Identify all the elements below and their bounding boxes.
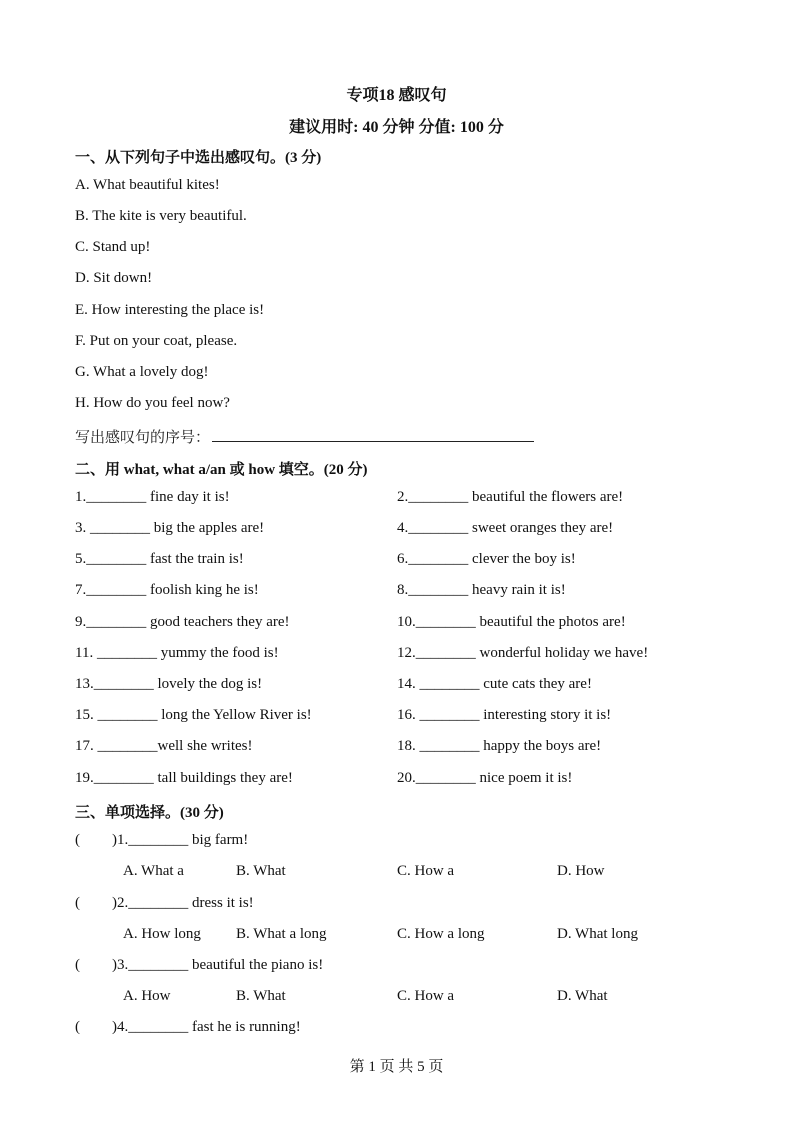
choice-a: A. What a	[123, 863, 184, 879]
question-stem: )1.________ big farm!	[112, 832, 249, 848]
question-stem: )4.________ fast he is running!	[112, 1019, 301, 1035]
page-title: 专项18 感叹句	[346, 87, 447, 104]
fill-item: 4.________ sweet oranges they are!	[397, 520, 614, 536]
section1-option: F. Put on your coat, please.	[75, 333, 238, 349]
choice-b: B. What	[236, 863, 286, 879]
fill-item: 10.________ beautiful the photos are!	[397, 614, 626, 630]
section1-option: G. What a lovely dog!	[75, 364, 209, 380]
section1-option: E. How interesting the place is!	[75, 302, 265, 318]
choice-b: B. What	[236, 988, 286, 1004]
fill-item: 20.________ nice poem it is!	[397, 770, 573, 786]
answer-prompt: 写出感叹句的序号：	[75, 430, 211, 446]
fill-item: 5.________ fast the train is!	[75, 551, 244, 567]
question-stem: )3.________ beautiful the piano is!	[112, 957, 324, 973]
fill-item: 13.________ lovely the dog is!	[75, 676, 263, 692]
section1-answer-row	[75, 426, 534, 447]
fill-item: 15. ________ long the Yellow River is!	[75, 707, 312, 723]
section3-heading: 三、单项选择。(30 分)	[75, 805, 224, 821]
choice-b: B. What a long	[236, 926, 327, 942]
section1-option: B. The kite is very beautiful.	[75, 208, 247, 224]
fill-item: 7.________ foolish king he is!	[75, 582, 259, 598]
question-paren[interactable]: (	[75, 895, 80, 911]
choice-c: C. How a long	[397, 926, 485, 942]
choice-c: C. How a	[397, 863, 455, 879]
choice-d: D. What long	[557, 926, 638, 942]
fill-item: 9.________ good teachers they are!	[75, 614, 290, 630]
question-paren[interactable]: (	[75, 957, 80, 973]
answer-blank[interactable]	[212, 427, 534, 442]
fill-item: 17. ________well she writes!	[75, 738, 253, 754]
section2-heading: 二、用 what, what a/an 或 how 填空。(20 分)	[75, 462, 368, 478]
fill-item: 16. ________ interesting story it is!	[397, 707, 612, 723]
page-footer: 第 1 页 共 5 页	[349, 1059, 444, 1075]
section1-option: D. Sit down!	[75, 270, 153, 286]
section1-option: C. Stand up!	[75, 239, 151, 255]
fill-item: 19.________ tall buildings they are!	[75, 770, 293, 786]
question-stem: )2.________ dress it is!	[112, 895, 254, 911]
choice-a: A. How long	[123, 926, 201, 942]
choice-d: D. What	[557, 988, 608, 1004]
fill-item: 12.________ wonderful holiday we have!	[397, 645, 649, 661]
section1-heading: 一、从下列句子中选出感叹句。(3 分)	[75, 150, 322, 166]
fill-item: 11. ________ yummy the food is!	[75, 645, 279, 661]
fill-item: 14. ________ cute cats they are!	[397, 676, 592, 692]
fill-item: 2.________ beautiful the flowers are!	[397, 489, 624, 505]
section1-option: H. How do you feel now?	[75, 395, 230, 411]
fill-item: 6.________ clever the boy is!	[397, 551, 576, 567]
page-subtitle: 建议用时: 40 分钟 分值: 100 分	[289, 119, 504, 136]
fill-item: 1.________ fine day it is!	[75, 489, 230, 505]
question-paren[interactable]: (	[75, 832, 80, 848]
choice-d: D. How	[557, 863, 605, 879]
fill-item: 8.________ heavy rain it is!	[397, 582, 566, 598]
question-paren[interactable]: (	[75, 1019, 80, 1035]
section1-option: A. What beautiful kites!	[75, 177, 220, 193]
fill-item: 3. ________ big the apples are!	[75, 520, 265, 536]
choice-a: A. How	[123, 988, 171, 1004]
fill-item: 18. ________ happy the boys are!	[397, 738, 602, 754]
choice-c: C. How a	[397, 988, 455, 1004]
